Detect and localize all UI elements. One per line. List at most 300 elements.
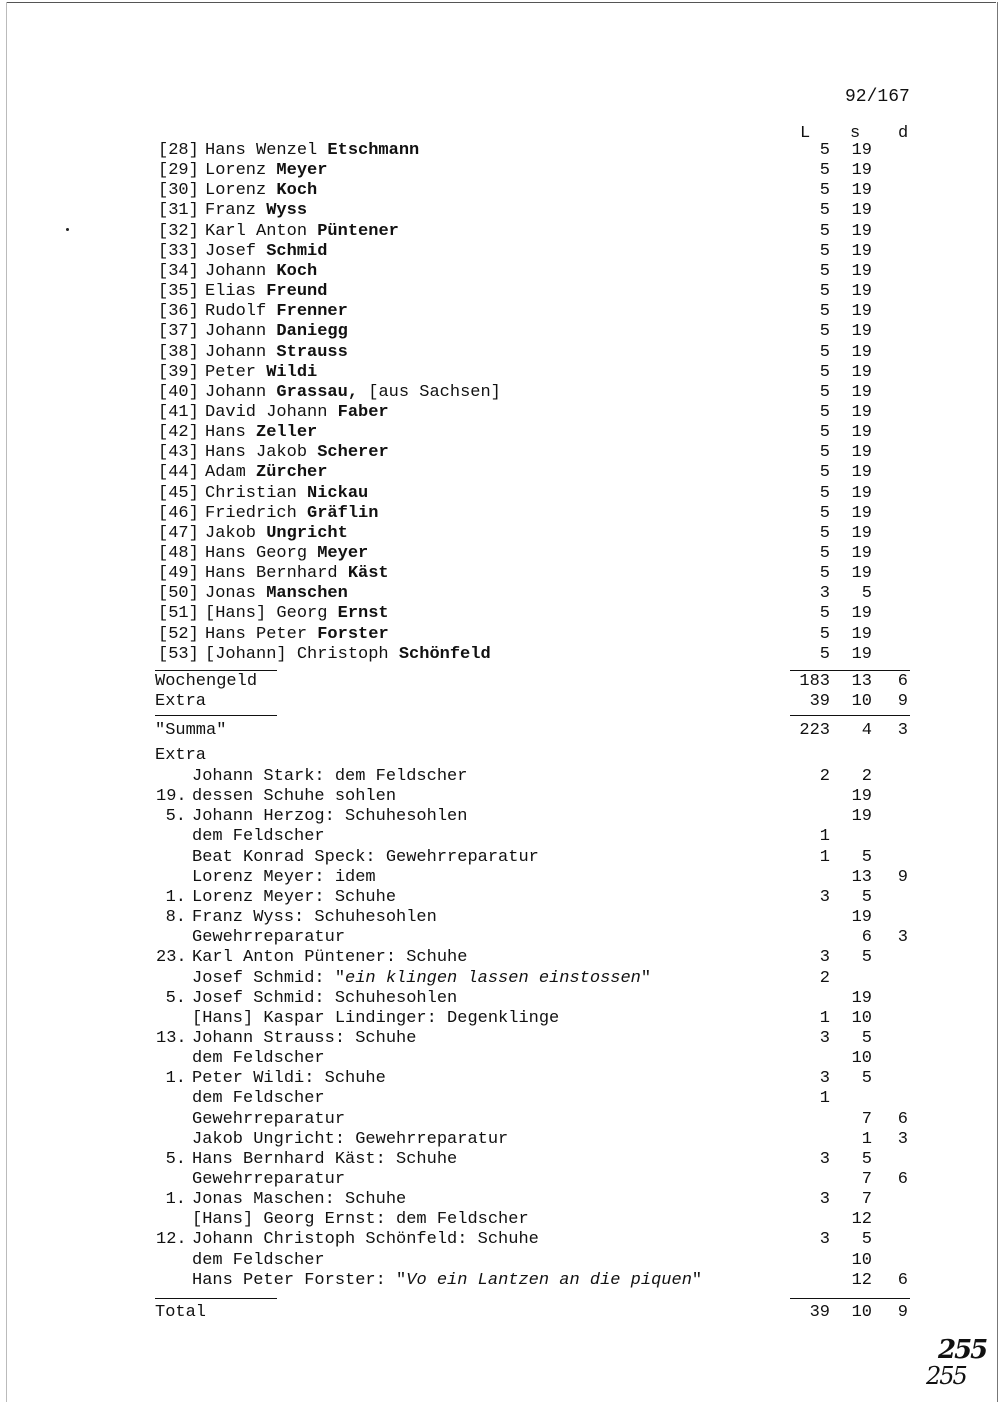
roster-name: [205, 222, 399, 242]
extra-text: Johann Herzog: Schuhesohlen: [192, 807, 468, 827]
roster-id: [36]: [158, 302, 199, 322]
extra-s: 12: [851, 1210, 872, 1230]
roster-id: [38]: [158, 342, 199, 362]
extra-description: Josef Schmid: "ein klingen lassen einstossen": [192, 968, 652, 988]
extra-description: [192, 807, 467, 827]
roster-id: [31]: [158, 201, 199, 221]
extra-description: [192, 1049, 325, 1069]
extra-description: [192, 1150, 457, 1170]
roster-s: 19: [851, 644, 872, 664]
column-header-L: L: [800, 124, 811, 143]
roster-L: 5: [819, 604, 830, 624]
wochengeld-d: 6: [897, 672, 908, 691]
roster-id: [46]: [158, 503, 199, 523]
roster-s: 19: [851, 282, 872, 302]
extra-s: 10: [851, 1250, 872, 1270]
extra-text: [Hans] Georg Ernst: dem Feldscher: [192, 1210, 529, 1230]
extra-s: 10: [851, 1049, 872, 1069]
roster-L: 5: [819, 201, 830, 221]
roster-given-name: Johann: [205, 322, 267, 342]
roster-surname: Zürcher: [256, 463, 328, 483]
roster-given-name: Jonas: [205, 584, 257, 604]
extra-d: 6: [897, 1109, 908, 1129]
extra-s: 7: [861, 1170, 872, 1189]
roster-row: [0, 242, 1000, 262]
roster-name: [205, 625, 389, 645]
extra-text: [Hans] Kaspar Lindinger: Degenklinge: [192, 1008, 560, 1028]
roster-L: 5: [819, 463, 830, 483]
roster-s: 19: [851, 161, 872, 181]
roster-name: [205, 403, 389, 423]
roster-row: [0, 403, 1000, 423]
roster-L: 5: [819, 423, 830, 443]
extra-heading-row: [0, 746, 1000, 766]
roster-s: 19: [851, 604, 872, 624]
extra-row: [0, 767, 1000, 787]
roster-id: [40]: [158, 382, 199, 402]
roster-s: 19: [851, 342, 872, 362]
roster-id: [53]: [158, 644, 199, 664]
extra-L: 1: [819, 1008, 830, 1028]
extra-description: [192, 1251, 325, 1271]
roster-row: [0, 584, 1000, 604]
handwritten-number-upper: 255: [938, 1335, 987, 1365]
roster-name: [205, 322, 348, 342]
roster-given-name: Lorenz: [205, 161, 267, 181]
extra-s: 10: [851, 1008, 872, 1028]
roster-name: [205, 504, 378, 524]
roster-id: [51]: [158, 604, 199, 624]
roster-id: [42]: [158, 423, 199, 443]
extra-row: [0, 948, 1000, 968]
extra-row: [0, 1190, 1000, 1210]
extra-sum-L: 39: [809, 692, 830, 711]
roster-name: [205, 544, 368, 564]
roster-surname: Etschmann: [327, 141, 420, 160]
column-header-s: s: [850, 124, 861, 143]
summa-row: [0, 721, 1000, 741]
roster-s: 19: [851, 443, 872, 463]
roster-id: [39]: [158, 362, 199, 382]
roster-id: [41]: [158, 402, 199, 422]
roster-s: 19: [851, 382, 872, 402]
roster-id: [33]: [158, 241, 199, 261]
roster-id: [34]: [158, 261, 199, 281]
extra-text: Hans Peter Forster: ": [192, 1270, 407, 1290]
extra-row: [0, 1069, 1000, 1089]
roster-surname: Daniegg: [276, 322, 348, 342]
roster-given-name: Hans: [205, 423, 246, 443]
roster-given-name: Johann: [205, 261, 267, 281]
handwritten-number-lower: 255: [926, 1362, 966, 1390]
roster-note: [aus Sachsen]: [368, 382, 501, 402]
roster-id: [32]: [158, 221, 199, 241]
roster-id: [47]: [158, 523, 199, 543]
extra-description: [192, 1009, 559, 1029]
extra-day: 5.: [165, 807, 186, 827]
extra-L: 3: [819, 1069, 830, 1089]
extra-row: [0, 807, 1000, 827]
roster-s: 19: [851, 564, 872, 584]
roster-name: [205, 262, 317, 282]
extra-L: 1: [819, 847, 830, 867]
extra-text: Hans Bernhard Käst: Schuhe: [192, 1149, 458, 1169]
roster-row: [0, 322, 1000, 342]
roster-L: 5: [819, 443, 830, 463]
roster-row: [0, 383, 1000, 403]
extra-row: [0, 928, 1000, 948]
extra-text: Peter Wildi: Schuhe: [192, 1069, 386, 1089]
roster-name: [205, 141, 419, 161]
roster-given-name: Hans Wenzel: [205, 141, 318, 160]
extra-d: 3: [897, 1129, 908, 1149]
roster-name: [205, 584, 348, 604]
roster-surname: Strauss: [276, 342, 348, 362]
roster-s: 19: [851, 624, 872, 644]
roster-s: 19: [851, 362, 872, 382]
extra-text: Johann Stark: dem Feldscher: [192, 767, 468, 786]
extra-quote: ein klingen lassen einstossen: [345, 968, 641, 988]
extra-s: 5: [861, 1149, 872, 1169]
extra-row: [0, 969, 1000, 989]
roster-row: [0, 282, 1000, 302]
roster-row: [0, 363, 1000, 383]
extra-text: Gewehrreparatur: [192, 1170, 346, 1189]
extra-description: [192, 989, 457, 1009]
roster-row: [0, 564, 1000, 584]
roster-name: [205, 383, 501, 403]
roster-surname: Schönfeld: [398, 644, 491, 664]
roster-id: [52]: [158, 624, 199, 644]
extra-s: 19: [851, 807, 872, 827]
extra-s: 5: [861, 948, 872, 968]
extra-text: Gewehrreparatur: [192, 1109, 346, 1129]
roster-row: [0, 423, 1000, 443]
roster-s: 19: [851, 523, 872, 543]
extra-day: 1.: [165, 1069, 186, 1089]
extra-description: [192, 1110, 345, 1130]
roster-L: 5: [819, 624, 830, 644]
roster-given-name: Johann: [205, 382, 267, 402]
roster-L: 5: [819, 342, 830, 362]
column-header-d: d: [898, 124, 909, 143]
roster-row: [0, 524, 1000, 544]
page-number: 92/167: [845, 87, 910, 107]
roster-L: 5: [819, 322, 830, 342]
summa-s: 4: [861, 721, 872, 740]
extra-s: 7: [861, 1190, 872, 1210]
extra-text: dessen Schuhe sohlen: [192, 787, 397, 807]
roster-id: [49]: [158, 564, 199, 584]
extra-row: [0, 1150, 1000, 1170]
extra-row: [0, 868, 1000, 888]
roster-L: 5: [819, 503, 830, 523]
extra-row: [0, 908, 1000, 928]
rule-total-left: [155, 1298, 277, 1299]
extra-description: [192, 908, 437, 928]
roster-id: [37]: [158, 322, 199, 342]
extra-row: [0, 787, 1000, 807]
roster-s: 5: [861, 584, 872, 604]
roster-s: 19: [851, 463, 872, 483]
roster-name: [205, 484, 368, 504]
roster-id: [45]: [158, 483, 199, 503]
roster-id: [29]: [158, 161, 199, 181]
roster-surname: Nickau: [307, 483, 369, 503]
extra-row: [0, 1110, 1000, 1130]
extra-day: 12.: [156, 1230, 187, 1250]
extra-text: Johann Christoph Schönfeld: Schuhe: [192, 1230, 539, 1250]
roster-L: 5: [819, 241, 830, 261]
roster-row: [0, 504, 1000, 524]
extra-day: 5.: [165, 988, 186, 1008]
extra-description: [192, 1069, 386, 1089]
roster-surname: Scherer: [317, 443, 389, 463]
extra-text: Lorenz Meyer: idem: [192, 867, 376, 887]
roster-surname: Gräflin: [307, 503, 379, 523]
total-d: 9: [897, 1303, 908, 1322]
extra-text: Jonas Maschen: Schuhe: [192, 1190, 407, 1210]
extra-description: [192, 787, 396, 807]
extra-day: 23.: [156, 948, 187, 968]
rule-roster-left: [155, 670, 277, 671]
extra-row: [0, 1049, 1000, 1069]
extra-row: [0, 1089, 1000, 1109]
extra-row: [0, 1230, 1000, 1250]
extra-L: 3: [819, 1028, 830, 1048]
roster-L: 5: [819, 362, 830, 382]
roster-s: 19: [851, 141, 872, 160]
roster-L: 5: [819, 302, 830, 322]
extra-description: [192, 928, 345, 948]
roster-L: 5: [819, 483, 830, 503]
roster-surname: Freund: [266, 282, 328, 302]
roster-L: 5: [819, 644, 830, 664]
roster-surname: Ungricht: [266, 523, 348, 543]
roster-L: 5: [819, 141, 830, 160]
roster-name: [205, 443, 389, 463]
roster-name: [205, 645, 491, 665]
extra-text: dem Feldscher: [192, 1049, 325, 1069]
roster-surname: Forster: [317, 624, 389, 644]
extra-L: 3: [819, 948, 830, 968]
roster-given-name: Jakob: [205, 523, 257, 543]
roster-s: 19: [851, 221, 872, 241]
extra-L: 3: [819, 1190, 830, 1210]
extra-description: [192, 848, 539, 868]
extra-description: [192, 868, 376, 888]
roster-surname: Meyer: [317, 544, 369, 563]
extra-description: [192, 948, 467, 968]
roster-surname: Wyss: [266, 201, 308, 221]
summa-L: 223: [799, 721, 830, 740]
extra-text: dem Feldscher: [192, 827, 325, 847]
roster-given-name: Hans Peter: [205, 624, 308, 644]
roster-name: [205, 201, 307, 221]
roster-row: [0, 443, 1000, 463]
extra-row: [0, 1170, 1000, 1190]
roster-row: [0, 201, 1000, 221]
total-row: [0, 1303, 1000, 1323]
roster-surname: Püntener: [317, 221, 399, 241]
roster-name: [205, 282, 327, 302]
extra-s: 2: [861, 767, 872, 786]
extra-row: [0, 848, 1000, 868]
extra-description: [192, 767, 467, 787]
roster-row: [0, 484, 1000, 504]
extra-row: [0, 888, 1000, 908]
roster-L: 5: [819, 523, 830, 543]
extra-s: 12: [851, 1270, 872, 1290]
extra-description: [192, 1170, 345, 1190]
extra-text: Gewehrreparatur: [192, 928, 346, 948]
roster-given-name: [Johann] Christoph: [205, 644, 389, 664]
roster-s: 19: [851, 181, 872, 201]
roster-given-name: Peter: [205, 362, 257, 382]
extra-description: [192, 1130, 508, 1150]
roster-L: 5: [819, 261, 830, 281]
roster-row: [0, 222, 1000, 242]
roster-name: [205, 524, 348, 544]
roster-given-name: Lorenz: [205, 181, 267, 201]
roster-row: [0, 343, 1000, 363]
roster-given-name: David Johann: [205, 402, 328, 422]
extra-d: 6: [897, 1270, 908, 1290]
extra-s: 5: [861, 1028, 872, 1048]
roster-name: [205, 604, 389, 624]
roster-given-name: Adam: [205, 463, 246, 483]
roster-name: [205, 564, 389, 584]
extra-text: Karl Anton Püntener: Schuhe: [192, 948, 468, 968]
roster-s: 19: [851, 241, 872, 261]
roster-row: [0, 463, 1000, 483]
roster-given-name: Johann: [205, 342, 267, 362]
roster-s: 19: [851, 503, 872, 523]
roster-surname: Manschen: [266, 584, 348, 604]
wochengeld-row: [0, 672, 1000, 692]
roster-given-name: Franz: [205, 201, 257, 221]
roster-id: [28]: [158, 141, 199, 160]
roster-name: [205, 161, 327, 181]
roster-name: [205, 423, 317, 443]
extra-text: dem Feldscher: [192, 1250, 325, 1270]
extra-text: Beat Konrad Speck: Gewehrreparatur: [192, 847, 539, 867]
page-frame-top: [6, 2, 996, 3]
summa-label: "Summa": [155, 721, 227, 740]
roster-name: [205, 343, 348, 363]
roster-s: 19: [851, 544, 872, 563]
extra-row: [0, 1271, 1000, 1291]
total-s: 10: [851, 1303, 872, 1322]
roster-row: [0, 645, 1000, 665]
roster-name: [205, 363, 317, 383]
roster-id: [44]: [158, 463, 199, 483]
rule-summa-left: [155, 715, 277, 716]
extra-d: 6: [897, 1170, 908, 1189]
extra-day: 13.: [156, 1028, 187, 1048]
extra-description: [192, 1089, 325, 1109]
extra-text: Josef Schmid: Schuhesohlen: [192, 988, 458, 1008]
extra-row: [0, 1210, 1000, 1230]
rule-roster-right: [790, 670, 910, 671]
total-L: 39: [809, 1303, 830, 1322]
roster-surname: Koch: [276, 181, 318, 201]
wochengeld-s: 13: [851, 672, 872, 691]
extra-text: Johann Strauss: Schuhe: [192, 1028, 417, 1048]
extra-text: Jakob Ungricht: Gewehrreparatur: [192, 1129, 509, 1149]
extra-d: 9: [897, 867, 908, 887]
roster-L: 5: [819, 282, 830, 302]
roster-L: 5: [819, 161, 830, 181]
roster-surname: Schmid: [266, 241, 328, 261]
extra-L: 2: [819, 968, 830, 988]
extra-day: 5.: [165, 1149, 186, 1169]
roster-id: [50]: [158, 584, 199, 604]
extra-s: 19: [851, 908, 872, 928]
extra-d: 3: [897, 928, 908, 948]
roster-surname: Koch: [276, 261, 318, 281]
roster-s: 19: [851, 261, 872, 281]
roster-row: [0, 625, 1000, 645]
roster-name: [205, 463, 327, 483]
roster-name: [205, 181, 317, 201]
total-label: Total: [155, 1303, 207, 1322]
roster-given-name: Hans Bernhard: [205, 564, 338, 584]
extra-L: 3: [819, 887, 830, 907]
wochengeld-label: Wochengeld: [155, 672, 258, 691]
extra-quote: Vo ein Lantzen an die piquen: [406, 1270, 692, 1290]
extra-s: 19: [851, 988, 872, 1008]
roster-row: [0, 302, 1000, 322]
extra-s: 19: [851, 787, 872, 807]
extra-sum-row: [0, 692, 1000, 712]
rule-total-right: [790, 1298, 910, 1299]
roster-surname: Faber: [337, 402, 389, 422]
roster-surname: Ernst: [337, 604, 389, 624]
roster-given-name: Friedrich: [205, 503, 297, 523]
roster-given-name: Rudolf: [205, 302, 267, 322]
extra-s: 13: [851, 867, 872, 887]
roster-s: 19: [851, 402, 872, 422]
roster-given-name: Christian: [205, 483, 297, 503]
roster-id: [35]: [158, 282, 199, 302]
extra-s: 5: [861, 1230, 872, 1250]
extra-L: 2: [819, 767, 830, 786]
extra-sum-s: 10: [851, 692, 872, 711]
roster-surname: Meyer: [276, 161, 328, 181]
roster-id: [43]: [158, 443, 199, 463]
roster-s: 19: [851, 322, 872, 342]
roster-surname: Grassau,: [276, 382, 359, 402]
wochengeld-L: 183: [799, 672, 830, 691]
extra-text: Lorenz Meyer: Schuhe: [192, 887, 397, 907]
extra-row: [0, 1251, 1000, 1271]
extra-row: [0, 989, 1000, 1009]
roster-s: 19: [851, 483, 872, 503]
roster-L: 5: [819, 402, 830, 422]
roster-s: 19: [851, 201, 872, 221]
extra-s: 5: [861, 847, 872, 867]
roster-given-name: Josef: [205, 241, 257, 261]
extra-description: [192, 1210, 529, 1230]
extra-text: Josef Schmid: ": [192, 968, 346, 988]
extra-day: 19.: [156, 787, 187, 807]
roster-L: 5: [819, 544, 830, 563]
extra-row: [0, 1029, 1000, 1049]
roster-L: 5: [819, 221, 830, 241]
roster-row: [0, 141, 1000, 161]
extra-s: 5: [861, 887, 872, 907]
